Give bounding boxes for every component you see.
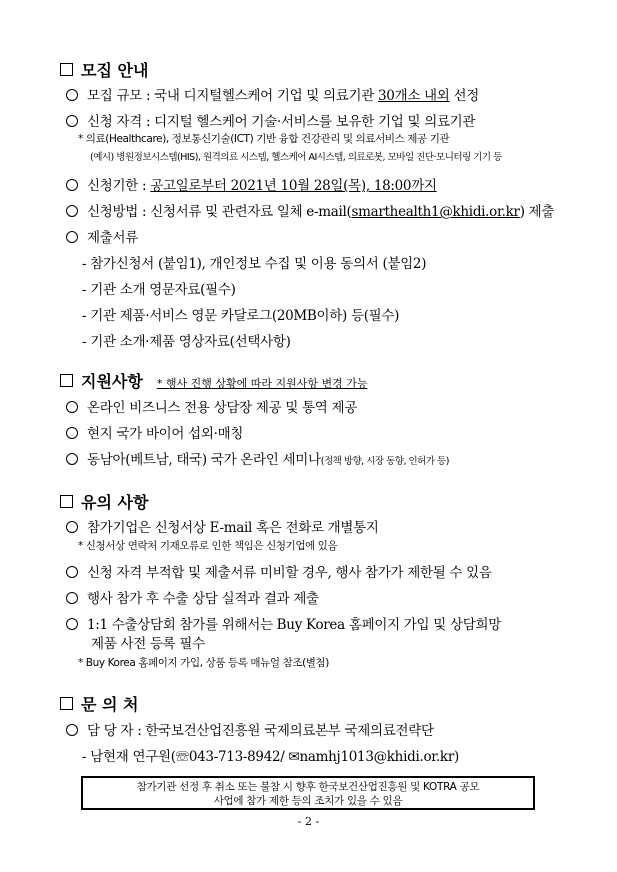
recruit-scale: 모집 규모 : 국내 디지털헬스케어 기업 및 의료기관 30개소 내외 선정	[66, 84, 479, 104]
recruit-documents: 제출서류	[66, 226, 138, 246]
circle-bullet-icon	[66, 453, 78, 465]
circle-bullet-icon	[66, 427, 78, 439]
recruit-method: 신청방법 : 신청서류 및 관련자료 일체 e-mail(smarthealth1@khidi.or.kr) 제출	[66, 200, 554, 220]
notice-line: 참가기관 선정 후 취소 또는 불참 시 향후 한국보건산업진흥원 및 KOTRA 공모	[136, 781, 480, 793]
recruit-deadline: 신청기한 : 공고일로부터 2021년 10월 28일(목), 18:00까지	[66, 174, 437, 194]
page-number: - 2 -	[297, 815, 320, 828]
circle-bullet-icon	[66, 89, 78, 101]
circle-bullet-icon	[66, 521, 78, 533]
document-item: - 기관 소개·제품 영상자료(선택사항)	[82, 334, 291, 350]
circle-bullet-icon	[66, 115, 78, 127]
section-contact-title: 문 의 처	[60, 692, 139, 715]
recruit-qualification: 신청 자격 : 디지털 헬스케어 기술·서비스를 보유한 기업 및 의료기관	[66, 110, 475, 130]
document-item: - 기관 소개 영문자료(필수)	[82, 282, 236, 298]
contact-person: 담 당 자 : 한국보건산업진흥원 국제의료본부 국제의료전략단	[66, 719, 434, 739]
caution-item-note: * Buy Korea 홈페이지 가입, 상품 등록 매뉴얼 참조(별첨)	[78, 657, 329, 669]
circle-bullet-icon	[66, 401, 78, 413]
notice-line: 사업에 참가 제한 등의 조치가 있을 수 있음	[213, 795, 403, 807]
circle-bullet-icon	[66, 592, 78, 604]
checkbox-square-icon	[60, 63, 73, 76]
support-item: 동남아(베트남, 태국) 국가 온라인 세미나(정책 방향, 시장 동향, 인허가 등)	[66, 448, 449, 468]
document-item: - 참가신청서 (붙임1), 개인정보 수집 및 이용 동의서 (붙임2)	[82, 256, 427, 272]
caution-item-continued: 제품 사전 등록 필수	[91, 636, 205, 652]
circle-bullet-icon	[66, 179, 78, 191]
checkbox-square-icon	[60, 495, 73, 508]
circle-bullet-icon	[66, 724, 78, 736]
support-change-note: * 행사 진행 상황에 따라 지원사항 변경 가능	[156, 377, 368, 390]
notice-box	[81, 776, 535, 810]
section-caution-title: 유의 사항	[60, 490, 148, 513]
recruit-qualification-example: (예시) 병원정보시스템(HIS), 원격의료 시스템, 헬스케어 AI시스템, 의료로봇, 모바일 진단·모니터링 기기 등	[90, 152, 502, 163]
support-item: 현지 국가 바이어 섭외·매칭	[66, 422, 243, 442]
checkbox-square-icon	[60, 697, 73, 710]
recruit-qualification-note: * 의료(Healthcare), 정보통신기술(ICT) 기반 융합 건강관리 및 의료서비스 제공 기관	[78, 133, 450, 145]
section-recruit-title: 모집 안내	[60, 58, 148, 81]
caution-item: 신청 자격 부적합 및 제출서류 미비할 경우, 행사 참가가 제한될 수 있음	[66, 561, 492, 581]
circle-bullet-icon	[66, 566, 78, 578]
checkbox-square-icon	[60, 374, 73, 387]
circle-bullet-icon	[66, 618, 78, 630]
contact-name: - 남현재 연구원(☏043-713-8942/ ✉namhj1013@khidi.or.kr)	[82, 749, 459, 765]
support-item: 온라인 비즈니스 전용 상담장 제공 및 통역 제공	[66, 396, 357, 416]
caution-item: 행사 참가 후 수출 상담 실적과 결과 제출	[66, 587, 319, 607]
document-item: - 기관 제품·서비스 영문 카달로그(20MB이하) 등(필수)	[82, 308, 400, 324]
caution-item-note: * 신청서상 연락처 기재오류로 인한 책임은 신청기업에 있음	[78, 540, 338, 552]
contact-email-link[interactable]: smarthealth1@khidi.or.kr	[351, 204, 520, 220]
circle-bullet-icon	[66, 205, 78, 217]
caution-item: 1:1 수출상담회 참가를 위해서는 Buy Korea 홈페이지 가입 및 상담희망	[66, 613, 501, 633]
caution-item: 참가기업은 신청서상 E-mail 혹은 전화로 개별통지	[66, 516, 379, 536]
circle-bullet-icon	[66, 231, 78, 243]
section-support-title: 지원사항 * 행사 진행 상황에 따라 지원사항 변경 가능	[60, 369, 367, 392]
